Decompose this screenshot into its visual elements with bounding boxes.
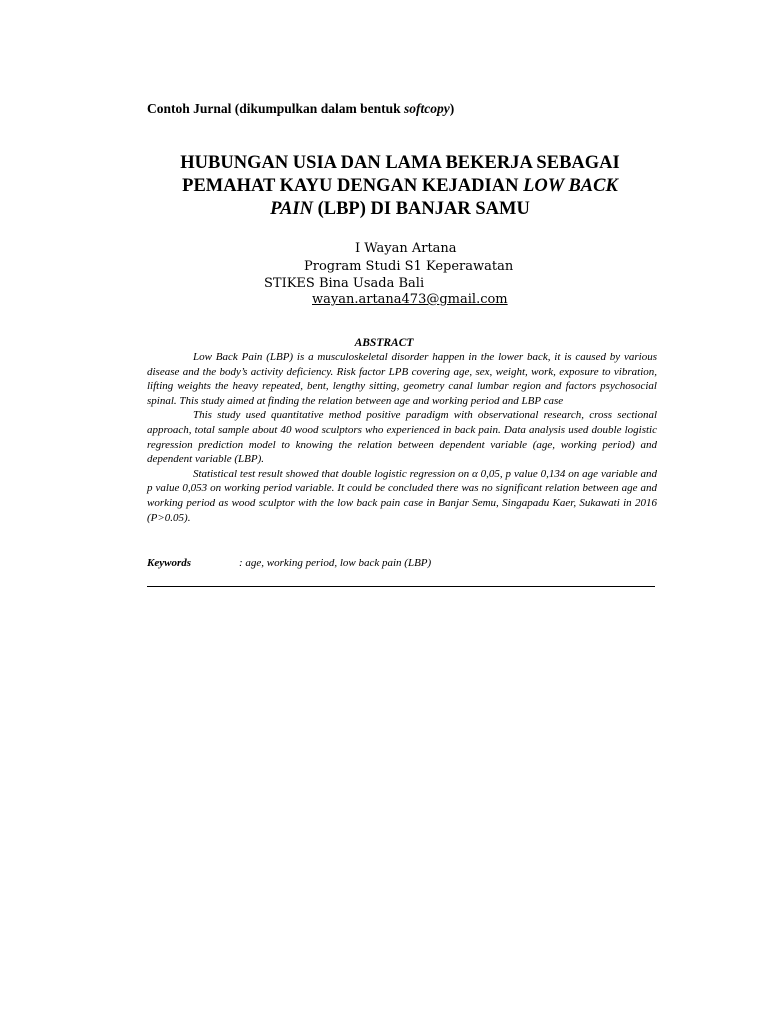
keywords-line xyxy=(147,557,657,569)
author-email[interactable]: wayan.artana473@gmail.com xyxy=(312,292,508,307)
section-divider xyxy=(147,586,655,587)
author-name: I Wayan Artana xyxy=(355,241,457,256)
title-line-3-italic: PAIN xyxy=(270,199,313,219)
header-note-italic: softcopy xyxy=(403,101,450,116)
abstract-paragraph-3: Statistical test result showed that double logistic regression on α 0,05, p value 0,134 on age variable and p value 0,053 on working period variable. It could be concluded there was no significant relation between age and working period as wood sculptor with the low back pain case in Banjar Semu, Singapadu Kaer, Sukawati in 2016 (P>0.05). xyxy=(147,467,657,524)
abstract-heading: ABSTRACT xyxy=(354,337,414,349)
abstract-paragraph-2: This study used quantitative method positive paradigm with observational research, cross sectional approach, total sample about 40 wood sculptors who experienced in back pain. Data analysis used double logistic regression prediction model to knowing the relation between dependent variable (age, working period) and dependent variable (LBP). xyxy=(147,409,657,466)
author-program: Program Studi S1 Keperawatan xyxy=(304,259,514,274)
header-note xyxy=(147,101,454,117)
paper-title xyxy=(130,152,670,221)
title-line-1: HUBUNGAN USIA DAN LAMA BEKERJA SEBAGAI xyxy=(180,153,620,173)
abstract-body xyxy=(147,350,657,525)
title-line-2-italic: LOW BACK xyxy=(523,176,618,196)
header-note-suffix: ) xyxy=(449,101,455,116)
header-note-prefix: Contoh Jurnal (dikumpulkan dalam bentuk xyxy=(147,101,404,116)
author-institution: STIKES Bina Usada Bali xyxy=(264,276,425,291)
title-line-2-prefix: PEMAHAT KAYU DENGAN KEJADIAN xyxy=(182,176,524,196)
keywords-label: Keywords xyxy=(147,557,191,569)
keywords-value: : age, working period, low back pain (LBP) xyxy=(239,557,432,569)
abstract-paragraph-1: Low Back Pain (LBP) is a musculoskeletal disorder happen in the lower back, it is caused by various disease and the body’s activity deficiency. Risk factor LPB covering age, sex, weight, work, exposure to vibration, lifting weights the heavy repeated, bent, lengthy sitting, geometry canal lumbar region and factors psychosocial spinal. This study aimed at finding the relation between age and working period and LBP case xyxy=(147,351,657,407)
title-line-3-suffix: (LBP) DI BANJAR SAMU xyxy=(312,199,530,219)
